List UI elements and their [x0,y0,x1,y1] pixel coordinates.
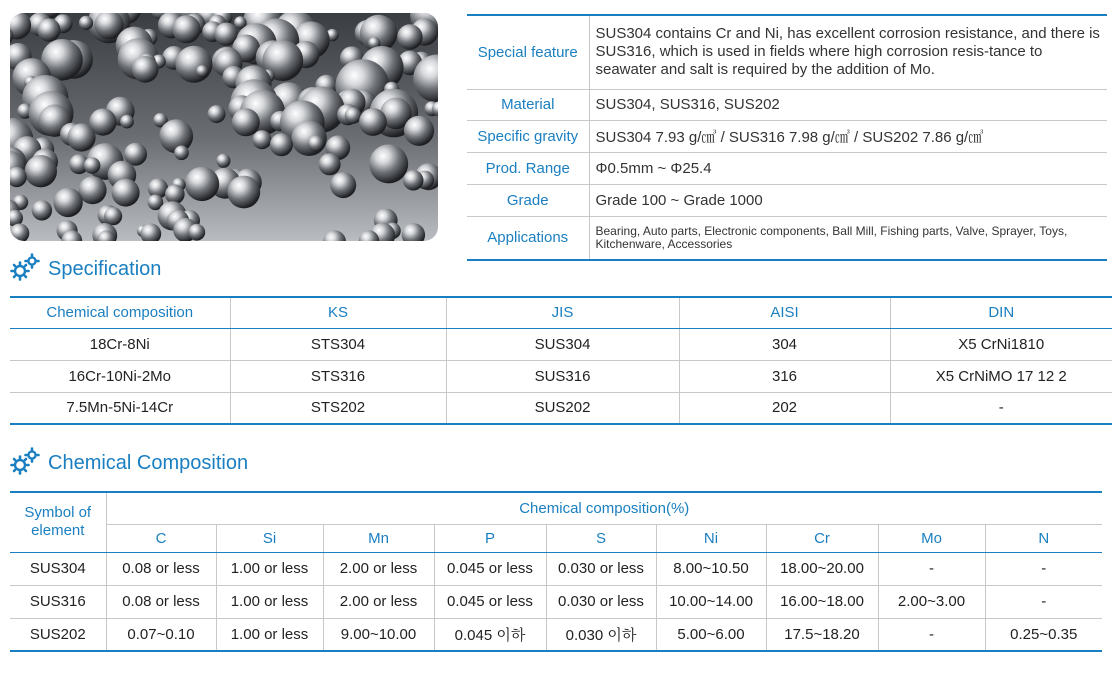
steel-ball [345,107,362,124]
spec-header: Chemical composition [10,297,230,328]
table-cell: 0.030 이하 [546,618,656,651]
table-cell: 316 [679,360,890,392]
feature-table [467,14,1107,261]
steel-ball [253,130,272,149]
steel-ball [270,133,293,156]
element-header: Cr [766,524,878,552]
steel-ball [175,46,212,83]
element-header: C [106,524,216,552]
steel-ball [369,144,408,183]
steel-ball [37,18,60,41]
table-cell: STS202 [230,392,446,424]
table-cell: 0.045 or less [434,585,546,618]
table-cell: SUS304 [446,328,679,360]
table-cell: 2.00 or less [323,585,434,618]
chemical-composition-title: Chemical Composition [48,452,249,474]
table-cell: 0.030 or less [546,585,656,618]
table-cell: 18Cr-8Ni [89,335,150,353]
table-cell: 202 [679,392,890,424]
steel-ball [359,108,387,136]
symbol-header: Symbol of element [10,492,106,552]
feature-label: Material [467,89,589,120]
table-row [10,585,1102,618]
steel-ball [323,230,346,241]
steel-ball [319,153,341,175]
table-cell: 5.00~6.00 [656,618,766,651]
steel-ball [227,176,260,209]
steel-ball [165,185,185,205]
table-cell: STS316 [230,360,446,392]
composition-group-header: Chemical composition(%) [106,492,1102,524]
table-cell: - [878,618,985,651]
table-cell: - [878,552,985,585]
feature-row [467,216,1107,260]
element-header: N [985,524,1102,552]
table-cell: 0.25~0.35 [985,618,1102,651]
chemical-composition-heading [10,447,248,475]
steel-ball [132,56,159,83]
table-cell: SUS202 [446,392,679,424]
feature-label: Special feature [467,15,589,89]
element-header: Si [216,524,323,552]
steel-ball [188,224,205,241]
table-cell: 0.08 or less [106,552,216,585]
table-cell: 0.030 or less [546,552,656,585]
steel-ball [208,105,226,123]
table-cell: 9.00~10.00 [323,618,434,651]
table-cell: 1.00 or less [216,552,323,585]
table-cell: - [985,552,1102,585]
steel-ball [397,24,422,49]
element-header: Ni [656,524,766,552]
table-cell: 7.5Mn-5Ni-14Cr [10,392,230,424]
table-row [10,328,1112,360]
table-cell: 1.00 or less [216,585,323,618]
steel-balls-photo [10,13,438,241]
gears-icon [10,253,44,281]
feature-label: Prod. Range [467,152,589,184]
steel-ball [403,170,423,190]
table-cell: 2.00~3.00 [878,585,985,618]
table-cell: 0.08 or less [106,585,216,618]
element-header: Mn [323,524,434,552]
feature-label: Grade [467,184,589,216]
feature-row [467,89,1107,120]
feature-row [467,15,1107,89]
element-header: P [434,524,546,552]
steel-ball [104,207,122,225]
table-cell: SUS316 [446,360,679,392]
table-cell: X5 CrNiMO 17 12 2 [890,360,1112,392]
table-cell: 0.045 이하 [434,618,546,651]
feature-value: Grade 100 ~ Grade 1000 [589,184,1107,216]
feature-row [467,120,1107,152]
steel-ball [53,188,82,217]
steel-ball [216,154,230,168]
table-cell: 10.00~14.00 [656,585,766,618]
steel-ball [25,155,57,187]
feature-row [467,184,1107,216]
element-header: S [546,524,656,552]
feature-row [467,152,1107,184]
steel-balls-illustration [10,13,438,241]
table-cell: SUS304 [29,560,86,577]
steel-ball [174,146,189,161]
spec-header: JIS [446,297,679,328]
steel-ball [404,116,434,146]
steel-ball [232,108,260,136]
element-header: Mo [878,524,985,552]
steel-ball [172,15,200,43]
table-row [10,392,1112,424]
steel-ball [330,172,356,198]
feature-value: SUS304, SUS316, SUS202 [589,89,1107,120]
table-cell: STS304 [230,328,446,360]
steel-ball [79,176,107,204]
steel-ball [79,16,93,30]
chemical-composition-table [10,491,1102,652]
steel-ball [32,200,52,220]
table-cell: 2.00 or less [323,552,434,585]
table-cell: SUS202 [10,618,106,651]
specification-table [10,296,1112,425]
feature-label: Applications [467,216,589,260]
spec-header: DIN [890,297,1112,328]
table-cell: X5 CrNi1810 [890,328,1112,360]
chem-group-header-row [10,492,1102,524]
table-cell: - [890,392,1112,424]
element-header-row [10,524,1102,552]
specification-title: Specification [48,258,162,280]
steel-ball [84,157,101,174]
steel-ball [120,115,134,129]
steel-ball [402,223,425,241]
table-cell: 16Cr-10Ni-2Mo [10,360,230,392]
steel-ball [196,65,208,77]
table-row [10,360,1112,392]
steel-ball [308,135,324,151]
specification-heading [10,253,161,281]
feature-value: SUS304 contains Cr and Ni, has excellent corrosion resistance, and there is SUS316, which is used in fields where high corrosion resis-tance to seawater and salt is required by the addition of Mo. [589,15,1107,89]
feature-label: Specific gravity [467,120,589,152]
table-cell: 18.00~20.00 [766,552,878,585]
feature-value: Bearing, Auto parts, Electronic components, Ball Mill, Fishing parts, Valve, Sprayer, Toys, Kitchenware, Accessories [595,223,1068,251]
steel-ball [185,167,219,201]
gears-icon [10,447,44,475]
table-cell: SUS316 [10,585,106,618]
spec-header: KS [230,297,446,328]
table-cell: 0.07~0.10 [106,618,216,651]
table-cell: 0.045 or less [434,552,546,585]
table-cell: 1.00 or less [216,618,323,651]
steel-ball [67,123,95,151]
feature-value: Φ0.5mm ~ Φ25.4 [589,152,1107,184]
table-cell: 304 [679,328,890,360]
steel-ball [10,224,29,242]
table-cell: 17.5~18.20 [766,618,878,651]
table-row [10,552,1102,585]
steel-ball [112,179,140,207]
spec-header-row [10,297,1112,328]
table-cell: 8.00~10.50 [656,552,766,585]
spec-header: AISI [679,297,890,328]
table-cell: 16.00~18.00 [766,585,878,618]
table-cell: - [985,585,1102,618]
feature-value: SUS304 7.93 g/㎤ / SUS316 7.98 g/㎤ / SUS202 7.86 g/㎤ [589,120,1107,152]
table-row [10,618,1102,651]
